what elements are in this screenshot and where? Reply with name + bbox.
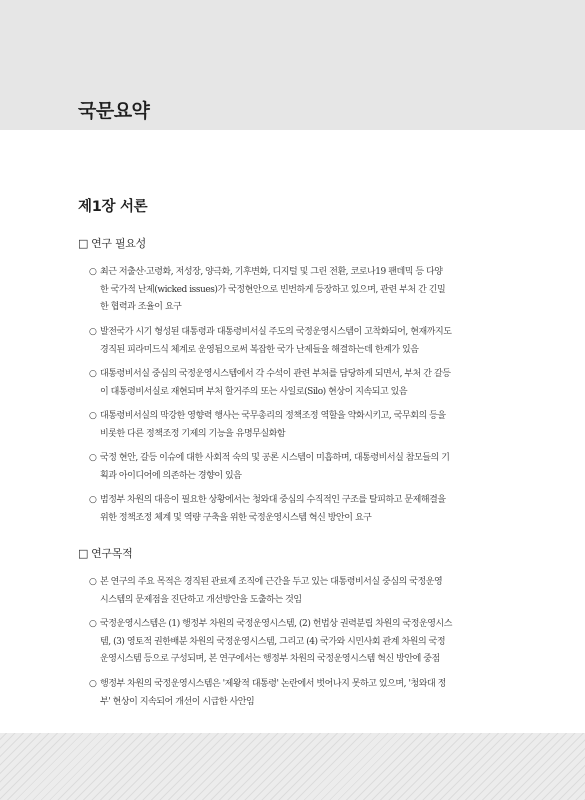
bullet-text-line: 부' 현상이 지속되어 개선이 시급한 사안임 [100, 696, 255, 707]
bullet-text-line: 템, (3) 영토적 권한배분 차원의 국정운영시스템, 그리고 (4) 국가와 시민사회 관계 차원의 국정 [100, 636, 446, 647]
footer-band [0, 733, 585, 800]
bullet-item [89, 492, 514, 527]
circle-bullet-icon: ○ [89, 679, 97, 689]
bullet-text-line: 경직된 피라미드식 체계로 운영됨으로써 복잡한 국가 난제들을 해결하는데 한계가 있음 [100, 344, 419, 355]
bullet-item [89, 676, 514, 711]
page-title: 국문요약 [78, 100, 150, 122]
circle-bullet-icon: ○ [89, 327, 97, 337]
bullet-item [89, 450, 514, 485]
circle-bullet-icon: ○ [89, 577, 97, 587]
circle-bullet-icon: ○ [89, 411, 97, 421]
bullet-text-line: 시스템의 문제점을 진단하고 개선방안을 도출하는 것임 [100, 594, 302, 605]
bullet-item [89, 324, 514, 359]
circle-bullet-icon: ○ [89, 369, 97, 379]
bullet-text-line: 대통령비서실 중심의 국정운영시스템에서 각 수석이 관련 부처를 담당하게 되면서, 부처 간 갈등 [100, 369, 451, 379]
section-heading [78, 235, 146, 251]
bullet-text-line: 국정운영시스템은 (1) 행정부 차원의 국정운영시스템, (2) 헌법상 권력분립 차원의 국정운영시스 [100, 619, 452, 629]
bullet-item [89, 574, 514, 609]
bullet-text-line: 본 연구의 주요 목적은 경직된 관료제 조직에 근간을 두고 있는 대통령비서실 중심의 국정운영 [100, 577, 443, 587]
bullet-text-line: 획과 아이디어에 의존하는 경향이 있음 [100, 470, 242, 481]
section-heading-text: 연구목적 [91, 547, 133, 560]
circle-bullet-icon: ○ [89, 619, 97, 629]
bullet-text-line: 최근 저출산·고령화, 저성장, 양극화, 기후변화, 디지털 및 그린 전환, 코로나19 팬데믹 등 다양 [100, 267, 443, 277]
circle-bullet-icon: ○ [89, 453, 97, 463]
bullet-text-line: 한 국가적 난제(wicked issues)가 국정현안으로 빈번하게 등장하고 있으며, 관련 부처 간 긴밀 [100, 284, 446, 295]
bullet-text-line: 위한 정책조정 체계 및 역량 구축을 위한 국정운영시스템 혁신 방안이 요구 [100, 512, 372, 523]
bullet-text-line: 이 대통령비서실로 재현되며 부처 할거주의 또는 사일로(Silo) 현상이 지속되고 있음 [100, 386, 408, 397]
bullet-item [89, 366, 514, 401]
bullet-text-line: 대통령비서실의 막강한 영향력 행사는 국무총리의 정책조정 역할을 약화시키고, 국무회의 등을 [100, 411, 446, 421]
bullet-item [89, 408, 514, 443]
bullet-text-line: 국정 현안, 갈등 이슈에 대한 사회적 숙의 및 공론 시스템이 미흡하며, 대통령비서실 참모들의 기 [100, 453, 450, 463]
bullet-text-line: 비롯한 다른 정책조정 기제의 기능을 유명무실화함 [100, 428, 286, 439]
bullet-text-line: 발전국가 시기 형성된 대통령과 대통령비서실 주도의 국정운영시스템이 고착화되어, 현재까지도 [100, 327, 452, 337]
bullet-text-line: 행정부 차원의 국정운영시스템은 '제왕적 대통령' 논란에서 벗어나지 못하고 있으며, '청와대 정 [100, 679, 446, 689]
bullet-item [89, 616, 514, 669]
checkbox-square-icon: □ [78, 237, 89, 250]
section-heading [78, 545, 132, 561]
bullet-text-line: 범정부 차원의 대응이 필요한 상황에서는 청와대 중심의 수직적인 구조를 탈피하고 문제해결을 [100, 495, 446, 505]
bullet-item [89, 264, 514, 317]
checkbox-square-icon: □ [78, 547, 89, 560]
bullet-text-line: 운영시스템 등으로 구성되며, 본 연구에서는 행정부 차원의 국정운영시스템 혁신 방안에 중점 [100, 654, 440, 664]
chapter-title: 제1장 서론 [78, 199, 148, 215]
circle-bullet-icon: ○ [89, 267, 97, 277]
bullet-text-line: 한 협력과 조율이 요구 [100, 302, 182, 312]
circle-bullet-icon: ○ [89, 495, 97, 505]
section-heading-text: 연구 필요성 [91, 237, 146, 250]
